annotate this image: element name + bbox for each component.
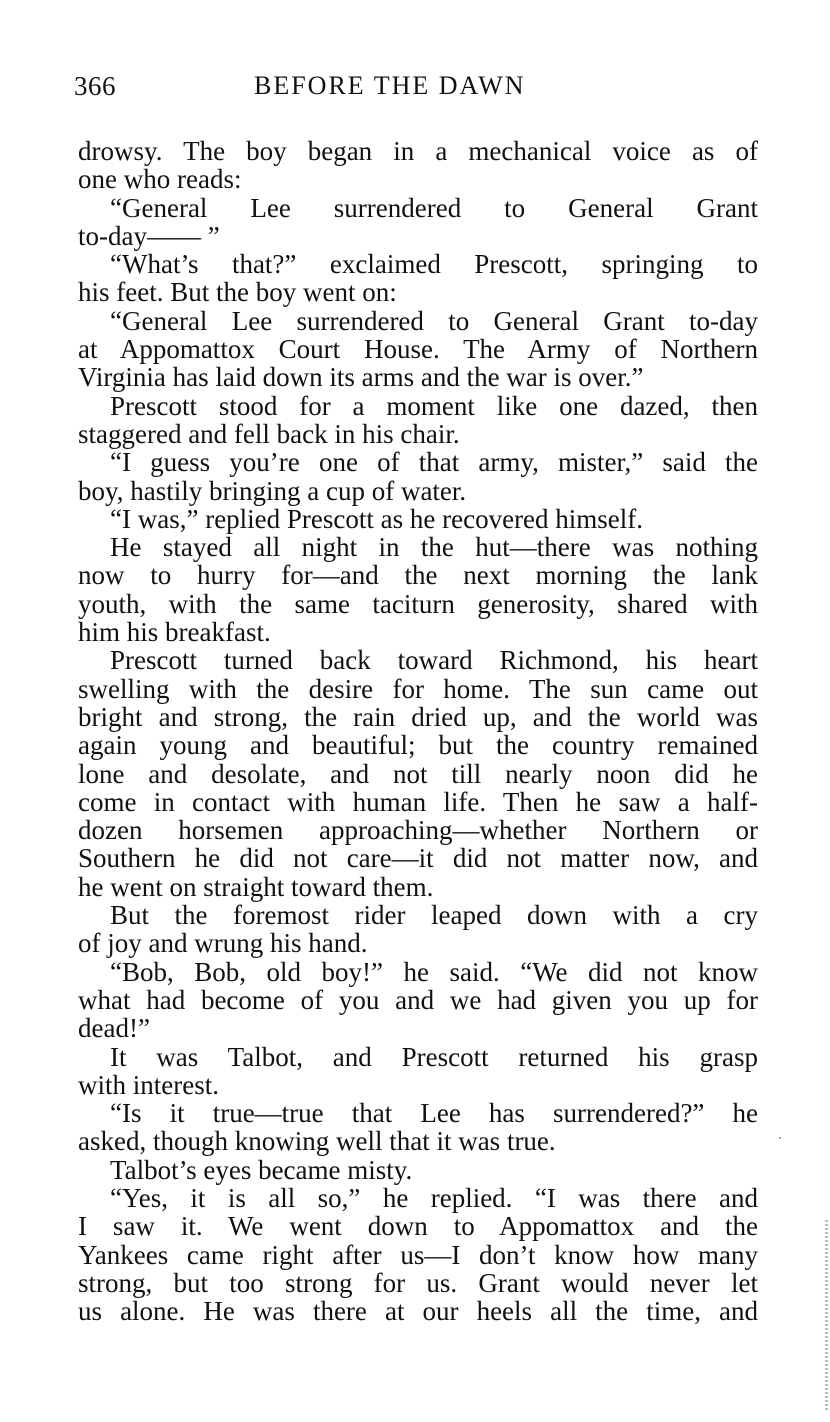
page-edge-shadow <box>825 1220 828 1410</box>
text-line: “Yes, it is all so,” he replied. “I was there and <box>110 1182 758 1213</box>
text-line: I saw it. We went down to Appomattox and the <box>78 1211 758 1242</box>
text-line: Prescott turned back toward Richmond, his heart <box>110 645 758 676</box>
text-line: dozen horsemen approaching—whether Northern or <box>78 815 758 846</box>
text-line: with interest. <box>78 1069 219 1100</box>
text-line: swelling with the desire for home. The sun came out <box>78 673 758 704</box>
page-number: 366 <box>74 71 116 101</box>
text-line: dead!” <box>78 1013 150 1044</box>
text-line: asked, though knowing well that it was true. <box>78 1126 556 1157</box>
text-line: him his breakfast. <box>78 617 271 648</box>
ink-speck <box>779 1137 781 1139</box>
text-line: bright and strong, the rain dried up, and the world was <box>78 701 758 732</box>
text-line: one who reads: <box>78 164 242 195</box>
text-line: us alone. He was there at our heels all the time, and <box>78 1296 758 1327</box>
text-line: now to hurry for—and the next morning the lank <box>78 560 758 591</box>
text-line: lone and desolate, and not till nearly noon did he <box>78 758 758 789</box>
text-line: Talbot’s eyes became misty. <box>110 1154 413 1185</box>
text-line: he went on straight toward them. <box>78 871 434 902</box>
text-line: “What’s that?” exclaimed Prescott, springing to <box>110 249 758 280</box>
text-line: come in contact with human life. Then he saw a half- <box>78 786 758 817</box>
text-line: at Appomattox Court House. The Army of Northern <box>78 334 758 365</box>
text-line: Yankees came right after us—I don’t know how many <box>78 1239 758 1270</box>
text-line: boy, hastily bringing a cup of water. <box>78 475 467 506</box>
text-line: “General Lee surrendered to General Grant <box>110 192 758 223</box>
text-line: to-day—— ” <box>78 220 220 251</box>
text-line: It was Talbot, and Prescott returned his grasp <box>110 1041 758 1072</box>
running-title: BEFORE THE DAWN <box>254 71 526 100</box>
text-line: “General Lee surrendered to General Grant to-day <box>110 305 758 336</box>
text-line: again young and beautiful; but the country remained <box>78 730 758 761</box>
text-line: what had become of you and we had given you up for <box>78 984 758 1015</box>
text-line: “Bob, Bob, old boy!” he said. “We did not know <box>110 956 758 987</box>
text-line: “I was,” replied Prescott as he recovered himself. <box>110 503 644 534</box>
text-line: Virginia has laid down its arms and the war is over.” <box>78 362 644 393</box>
text-line: Prescott stood for a moment like one dazed, then <box>110 390 758 421</box>
running-head <box>74 71 758 107</box>
text-line: of joy and wrung his hand. <box>78 928 368 959</box>
body-text <box>78 137 758 1325</box>
text-line: But the foremost rider leaped down with a cry <box>110 900 758 931</box>
book-page <box>74 0 758 1422</box>
text-line: youth, with the same taciturn generosity, shared with <box>78 588 758 619</box>
text-line: drowsy. The boy began in a mechanical voice as of <box>78 136 758 166</box>
text-line: “Is it true—true that Lee has surrendered?” he <box>110 1098 758 1129</box>
text-line: He stayed all night in the hut—there was nothing <box>110 532 758 563</box>
text-line: “I guess you’re one of that army, mister,” said the <box>110 447 758 478</box>
text-line: Southern he did not care—it did not matter now, and <box>78 843 758 874</box>
text-line: strong, but too strong for us. Grant would never let <box>78 1267 758 1298</box>
text-line: staggered and fell back in his chair. <box>78 418 460 449</box>
text-line: his feet. But the boy went on: <box>78 277 397 308</box>
